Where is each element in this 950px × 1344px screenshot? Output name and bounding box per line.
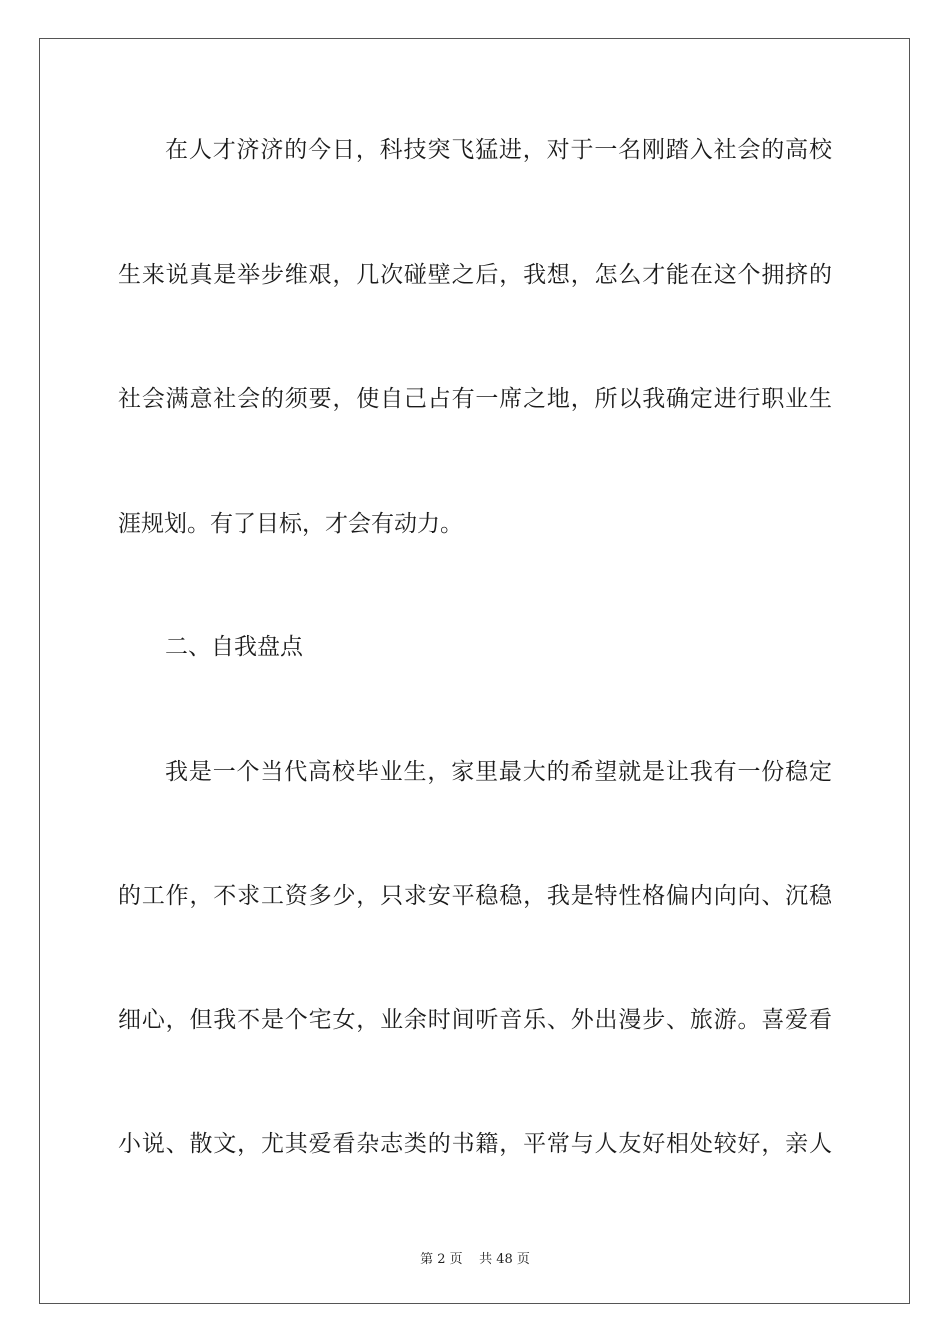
paragraph-line-5: 我是一个当代高校毕业生，家里最大的希望就是让我有一份稳定 bbox=[165, 759, 832, 785]
paragraph-line-7: 细心，但我不是个宅女，业余时间听音乐、外出漫步、旅游。喜爱看 bbox=[118, 1007, 832, 1033]
paragraph-line-3: 社会满意社会的须要，使自己占有一席之地，所以我确定进行职业生 bbox=[118, 386, 832, 412]
paragraph-line-1: 在人才济济的今日，科技突飞猛进，对于一名刚踏入社会的高校 bbox=[165, 137, 832, 163]
paragraph-line-2: 生来说真是举步维艰，几次碰壁之后，我想，怎么才能在这个拥挤的 bbox=[118, 262, 832, 288]
section-heading: 二、自我盘点 bbox=[165, 634, 303, 660]
paragraph-line-8: 小说、散文，尤其爱看杂志类的书籍，平常与人友好相处较好，亲人 bbox=[118, 1131, 832, 1157]
paragraph-line-6: 的工作，不求工资多少，只求安平稳稳，我是特性格偏内向向、沉稳 bbox=[118, 883, 832, 909]
page-border bbox=[39, 38, 910, 1304]
page-number-footer: 第 2 页 共 48 页 bbox=[420, 1252, 530, 1267]
paragraph-line-4: 涯规划。有了目标，才会有动力。 bbox=[118, 511, 463, 537]
